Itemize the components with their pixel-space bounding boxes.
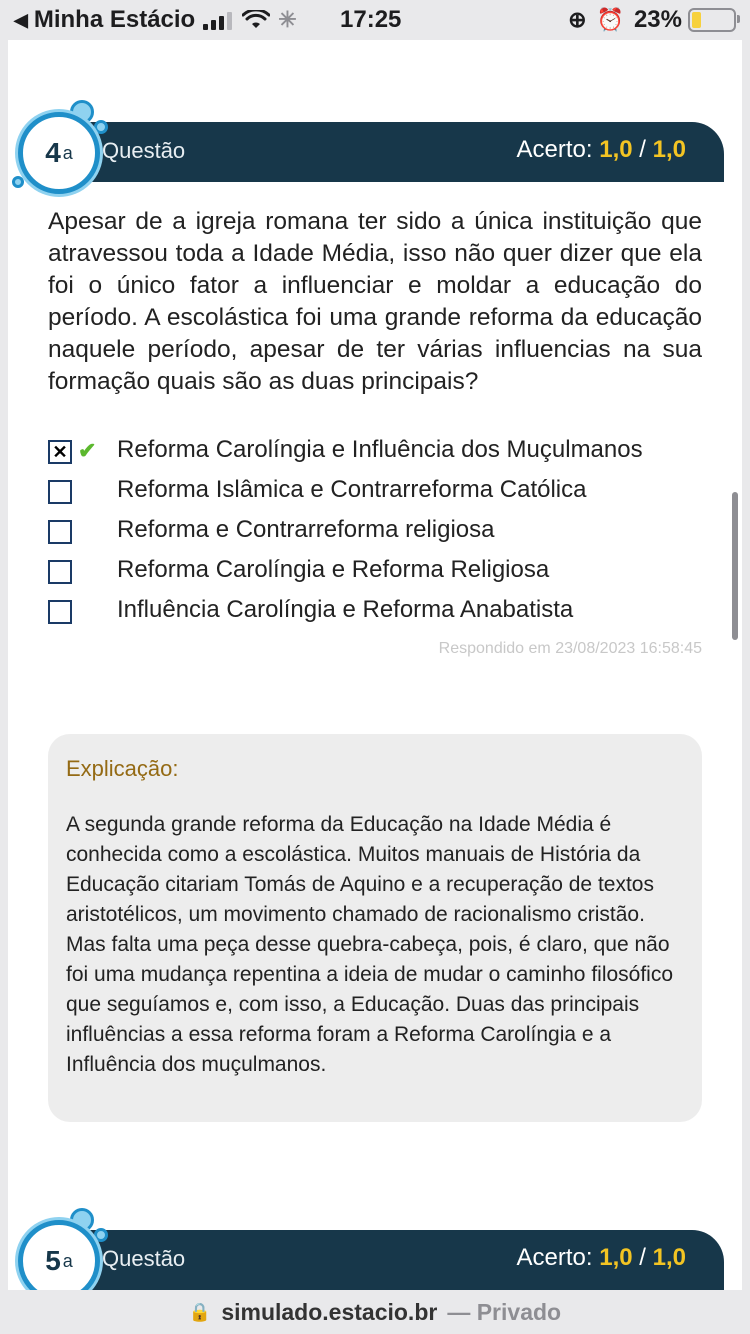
option-label: Reforma Islâmica e Contrarreforma Católica — [117, 476, 587, 503]
score-separator: / — [639, 1244, 646, 1271]
back-app-label: Minha Estácio — [33, 6, 196, 33]
page-content[interactable] — [8, 40, 742, 1290]
option-checkbox[interactable] — [48, 520, 72, 544]
option-label: Reforma Carolíngia e Influência dos Muçulmanos — [117, 436, 643, 463]
lock-icon: 🔒 — [188, 1301, 212, 1322]
question-label: Questão — [102, 1246, 186, 1271]
back-arrow-icon: ◀ — [14, 9, 28, 30]
clock: 17:25 — [340, 6, 402, 33]
score-label: Acerto: — [516, 1244, 593, 1271]
decor-bubble — [94, 1228, 108, 1242]
question-number: 5 — [45, 1245, 61, 1276]
option-checkbox-checked[interactable]: ✕ — [48, 440, 72, 464]
option-checkbox[interactable] — [48, 560, 72, 584]
decor-bubble — [94, 120, 108, 134]
url-text: simulado.estacio.br — [221, 1298, 438, 1325]
question-text: Apesar de a igreja romana ter sido a única instituição que atravessou toda a Idade Média, isso não quer dizer que ela foi o único fator a influenciar e moldar a educação do período. A escolástica foi uma grande reforma da educação naquele período, apesar de ter várias influencias na sua formação quais são as duas principais? — [48, 208, 702, 395]
score — [517, 136, 686, 164]
orientation-lock-icon: ⊕ — [568, 7, 587, 32]
option-5[interactable] — [48, 594, 708, 634]
scrollbar-thumb[interactable] — [732, 492, 738, 640]
private-mode-label: — Privado — [447, 1298, 562, 1325]
answer-options — [48, 434, 708, 634]
status-right — [568, 6, 736, 34]
option-checkbox[interactable] — [48, 600, 72, 624]
status-bar — [0, 0, 750, 40]
option-checkbox[interactable] — [48, 480, 72, 504]
option-4[interactable] — [48, 554, 708, 594]
activity-spinner-icon: ✳ — [278, 7, 297, 32]
score — [517, 1244, 686, 1272]
decor-bubble — [12, 176, 24, 188]
score-max: 1,0 — [652, 1244, 686, 1271]
score-separator: / — [639, 136, 646, 163]
explanation-title: Explicação: — [66, 756, 179, 781]
question-number-badge — [18, 112, 100, 194]
option-1[interactable] — [48, 434, 708, 474]
score-obtained: 1,0 — [599, 136, 633, 163]
explanation-box — [48, 734, 702, 1122]
option-2[interactable] — [48, 474, 708, 514]
score-max: 1,0 — [652, 136, 686, 163]
question-ordinal: a — [62, 1250, 73, 1271]
question-ordinal: a — [62, 142, 73, 163]
score-obtained: 1,0 — [599, 1244, 633, 1271]
battery-level — [692, 12, 701, 28]
address-bar[interactable] — [0, 1290, 750, 1334]
option-label: Reforma e Contrarreforma religiosa — [117, 516, 495, 543]
wifi-icon — [242, 10, 270, 30]
battery-percent: 23% — [633, 6, 682, 33]
question-label: Questão — [102, 138, 186, 163]
score-label: Acerto: — [516, 136, 593, 163]
option-label: Influência Carolíngia e Reforma Anabatista — [117, 596, 574, 623]
option-label: Reforma Carolíngia e Reforma Religiosa — [117, 556, 550, 583]
explanation-text: A segunda grande reforma da Educação na Idade Média é conhecida como a escolástica. Muitos manuais de História da Educação citariam Tomás de Aquino e a recuperação de textos aristotélicos, um movimento chamado de racionalismo cristão. Mas falta uma peça desse quebra-cabeça, pois, é claro, que não foi uma mudança repentina a ideia de mudar o caminho filosófico que seguíamos e, com isso, a Educação. Duas das principais influências a essa reforma foram a Reforma Carolíngia e a Influência dos muçulmanos. — [66, 813, 674, 1076]
battery-icon — [688, 8, 736, 32]
question-header — [60, 122, 724, 182]
cellular-signal-icon — [203, 10, 232, 30]
question-header — [60, 1230, 724, 1290]
alarm-icon: ⏰ — [596, 7, 624, 32]
back-to-app[interactable] — [14, 6, 297, 34]
correct-check-icon: ✔ — [78, 438, 97, 463]
option-3[interactable] — [48, 514, 708, 554]
answered-timestamp: Respondido em 23/08/2023 16:58:45 — [438, 640, 702, 657]
question-number: 4 — [45, 137, 61, 168]
